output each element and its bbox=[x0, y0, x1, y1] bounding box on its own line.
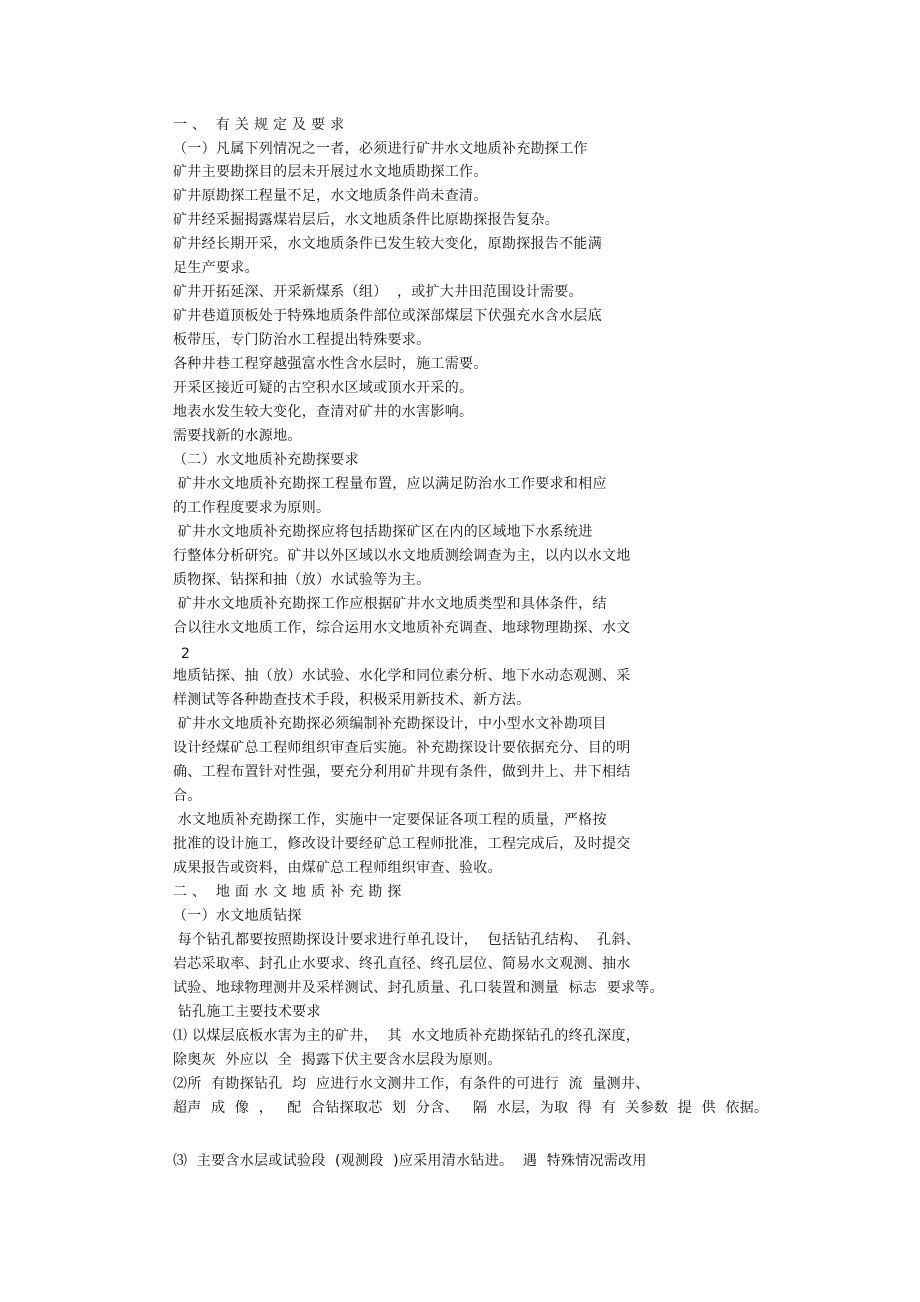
text-line: 样测试等各种勘查技术手段，积极采用新技术、新方法。 bbox=[173, 692, 531, 708]
text-line: 质物探、钻探和抽（放）水试验等为主。 bbox=[173, 572, 431, 588]
subsection-heading: （二）水文地质补充勘探要求 bbox=[173, 452, 359, 468]
text-line: 成果报告或资料，由煤矿总工程师组织审查、验收。 bbox=[173, 860, 502, 876]
text-line: ⑴ 以煤层底板水害为主的矿井， 其 水文地质补充勘探钻孔的终孔深度， bbox=[173, 1028, 641, 1044]
text-line: 确、工程布置针对性强，要充分利用矿井现有条件，做到井上、井下相结 bbox=[173, 764, 631, 780]
section-heading-1: 一 、 有 关 规 定 及 要 求 bbox=[173, 117, 345, 133]
text-line: 足生产要求。 bbox=[173, 260, 259, 276]
text-line: 矿井主要勘探目的层未开展过水文地质勘探工作。 bbox=[173, 164, 488, 180]
text-line: 合以往水文地质工作，综合运用水文地质补充调查、地球物理勘探、水文 bbox=[173, 620, 631, 636]
text-line: 板带压，专门防治水工程提出特殊要求。 bbox=[173, 332, 431, 348]
text-line: （一）凡属下列情况之一者，必须进行矿井水文地质补充勘探工作 bbox=[173, 141, 588, 157]
text-line: 需要找新的水源地。 bbox=[173, 428, 302, 444]
text-line: 矿井水文地质补充勘探应将包括勘探矿区在内的区域地下水系统进 bbox=[173, 524, 593, 540]
text-line: 超声 成 像 ， 配 合钻探取芯 划 分含、 隔 水层，为取 得 有 关参数 提 供 依据。 bbox=[173, 1100, 769, 1116]
text-line: 设计经煤矿总工程师组织审查后实施。补充勘探设计要依据充分、目的明 bbox=[173, 740, 631, 756]
text-line: 岩芯采取率、封孔止水要求、终孔直径、终孔层位、简易水文观测、抽水 bbox=[173, 956, 631, 972]
text-line: 开采区接近可疑的古空积水区域或顶水开采的。 bbox=[173, 380, 474, 396]
text-line: 矿井巷道顶板处于特殊地质条件部位或深部煤层下伏强充水含水层底 bbox=[173, 308, 602, 324]
text-line: 每个钻孔都要按照勘探设计要求进行单孔设计， 包括钻孔结构、 孔斜、 bbox=[173, 932, 641, 948]
subsection-heading: （一）水文地质钻探 bbox=[173, 908, 302, 924]
text-line: 地质钻探、抽（放）水试验、水化学和同位素分析、地下水动态观测、采 bbox=[173, 668, 631, 684]
text-line: 各种井巷工程穿越强富水性含水层时，施工需要。 bbox=[173, 356, 488, 372]
text-line: 矿井水文地质补充勘探必须编制补充勘探设计，中小型水文补勘项目 bbox=[173, 716, 607, 732]
section-heading-2: 二 、 地 面 水 文 地 质 补 充 勘 探 bbox=[173, 884, 402, 900]
text-line: 矿井水文地质补充勘探工程量布置，应以满足防治水工作要求和相应 bbox=[173, 476, 607, 492]
text-line: 矿井经采掘揭露煤岩层后，水文地质条件比原勘探报告复杂。 bbox=[173, 212, 560, 228]
text-line: 矿井原勘探工程量不足，水文地质条件尚未查清。 bbox=[173, 188, 488, 204]
text-line: 试验、地球物理测井及采样测试、封孔质量、孔口装置和测量 标志 要求等。 bbox=[173, 980, 664, 996]
text-line: 钻孔施工主要技术要求 bbox=[173, 1004, 321, 1020]
text-line: 水文地质补充勘探工作，实施中一定要保证各项工程的质量，严格按 bbox=[173, 812, 607, 828]
text-line: 行整体分析研究。矿井以外区域以水文地质测绘调查为主，以内以水文地 bbox=[173, 548, 631, 564]
text-line: 批准的设计施工，修改设计要经矿总工程师批准，工程完成后，及时提交 bbox=[173, 836, 631, 852]
page-number: 2 bbox=[181, 646, 190, 662]
text-line: ⑵所 有勘探钻孔 均 应进行水文测井工作，有条件的可进行 流 量测井、 bbox=[173, 1076, 650, 1092]
text-line: 矿井经长期开采，水文地质条件已发生较大变化，原勘探报告不能满 bbox=[173, 236, 602, 252]
text-line: 的工作程度要求为原则。 bbox=[173, 500, 331, 516]
text-line: ⑶ 主要含水层或试验段 (观测段 )应采用清水钻进。 遇 特殊情况需改用 bbox=[173, 1153, 647, 1169]
text-line: 除奥灰 外应以 全 揭露下伏主要含水层段为原则。 bbox=[173, 1052, 502, 1068]
text-line: 矿井水文地质补充勘探工作应根据矿井水文地质类型和具体条件，结 bbox=[173, 596, 607, 612]
text-line: 合。 bbox=[173, 788, 202, 804]
text-line: 地表水发生较大变化，查清对矿井的水害影响。 bbox=[173, 404, 474, 420]
text-line: 矿井开拓延深、开采新煤系（组） ，或扩大井田范围设计需要。 bbox=[173, 284, 583, 300]
